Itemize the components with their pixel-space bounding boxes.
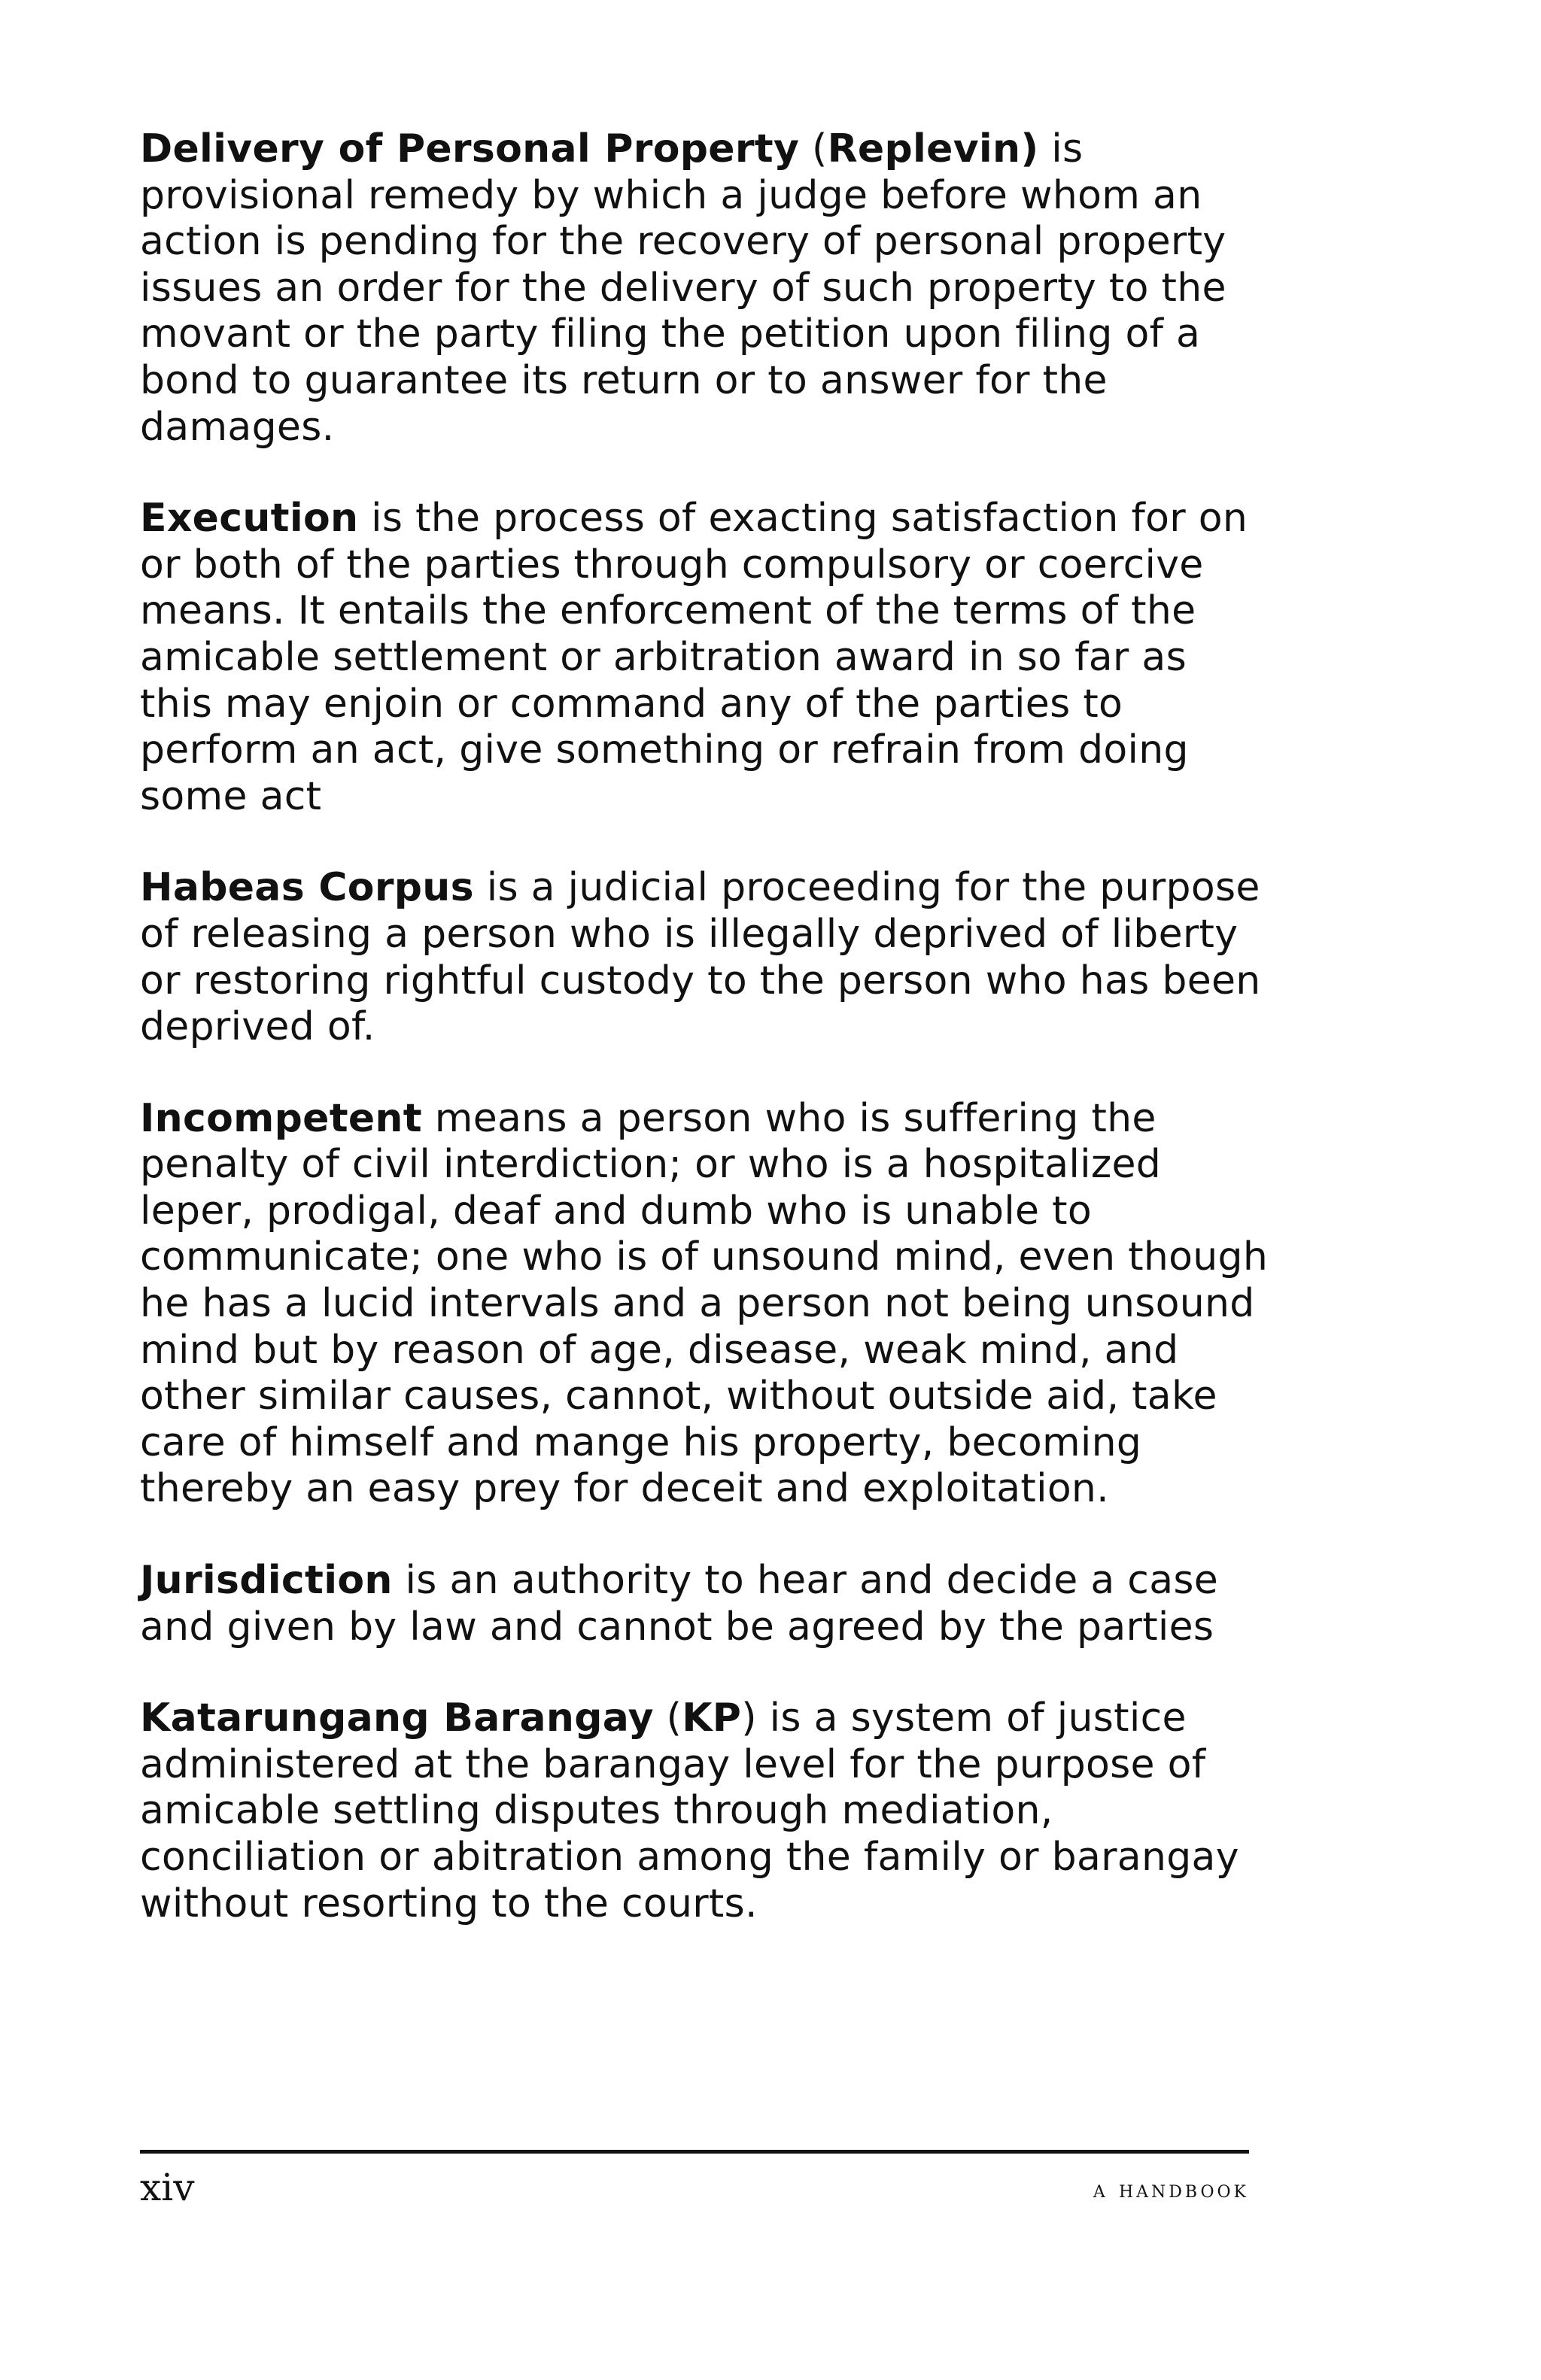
glossary-definition: means a person who is suffering the penalty of civil interdiction; or who is a hospitalized leper, prodigal, deaf and dumb who is unable to communicate; one who is of unsound mind, even though he has a lucid intervals and a person not being unsound mind but by reason of age, disease, weak mind, and other similar causes, cannot, without outside aid, take care of himself and mange his property, becoming thereby an easy prey for deceit and exploitation. (140, 1095, 1269, 1512)
paren-open: ( (653, 1695, 682, 1741)
glossary-entry-habeas-corpus (140, 865, 1269, 1050)
glossary-definition: is a system of justice administered at the barangay level for the purpose of amicable settling disputes through mediation, conciliation or abitration among the family or barangay without resorting to the courts. (140, 1695, 1239, 1926)
glossary-term: Habeas Corpus (140, 865, 474, 911)
glossary-entry-incompetent (140, 1096, 1269, 1513)
glossary-term: Katarungang Barangay (140, 1695, 654, 1741)
glossary-entry-jurisdiction (140, 1558, 1269, 1650)
paren-close: ) (741, 1695, 757, 1741)
glossary-definition: is the process of exacting satisfaction for on or both of the parties through compulsory or coercive means. It entails the enforcement of the terms of the amicable settlement or arbitration award in so far as this may enjoin or command any of the parties to perform an act, give something or refrain from doing some act (140, 496, 1248, 819)
glossary-definition: is provisional remedy by which a judge before whom an action is pending for the recovery of personal property issues an order for the delivery of such property to the movant or the party filing the petition upon filing of a bond to guarantee its return or to answer for the damages. (140, 126, 1226, 450)
glossary-abbr: KP (682, 1695, 742, 1741)
glossary-term: Delivery of Personal Property (140, 126, 800, 172)
glossary-term: Execution (140, 496, 359, 542)
paren-open: ( (799, 126, 828, 172)
glossary-abbr: Replevin) (827, 126, 1039, 172)
glossary-body (140, 126, 1269, 1972)
page-number: xiv (140, 2166, 195, 2209)
glossary-definition: is an authority to hear and decide a case and given by law and cannot be agreed by the parties (140, 1558, 1219, 1650)
glossary-entry-katarungang-barangay (140, 1695, 1269, 1927)
glossary-definition: is a judicial proceeding for the purpose of releasing a person who is illegally deprived of liberty or restoring rightful custody to the person who has been deprived of. (140, 865, 1261, 1050)
glossary-entry-execution (140, 496, 1269, 820)
glossary-term: Jurisdiction (140, 1558, 393, 1604)
glossary-entry-replevin (140, 126, 1269, 451)
running-title: a handbook (1093, 2175, 1249, 2203)
glossary-term: Incompetent (140, 1095, 422, 1141)
footer-rule (140, 2150, 1249, 2154)
